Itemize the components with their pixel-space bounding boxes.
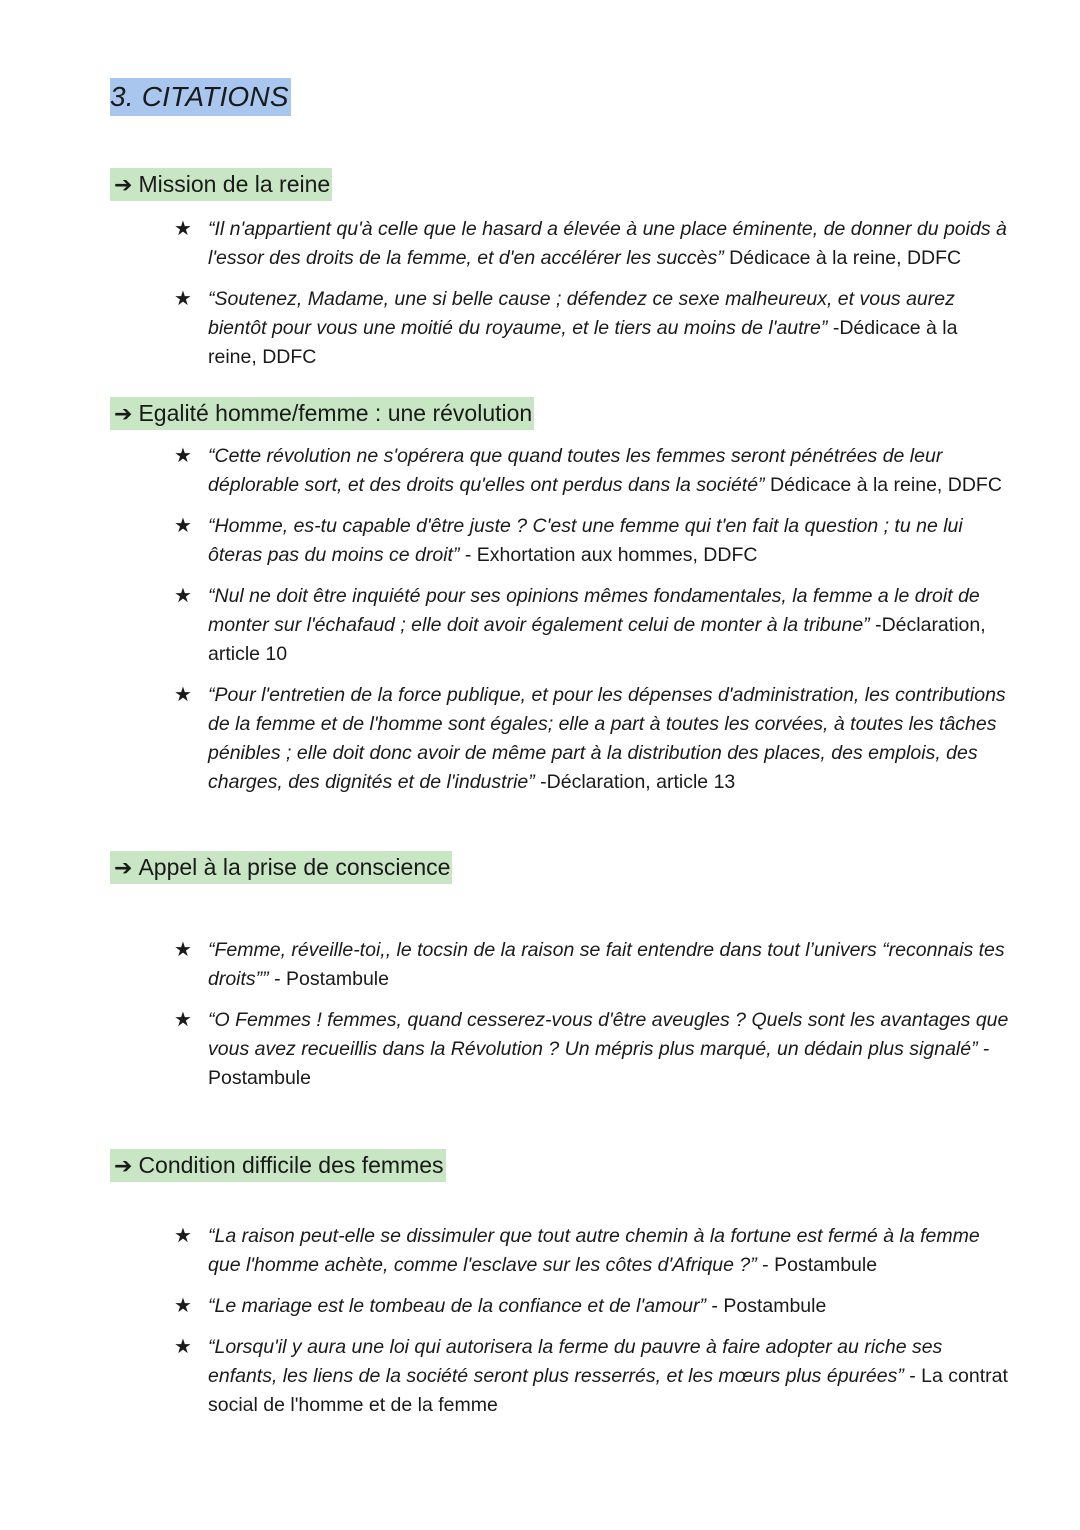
section-heading-label: Condition difficile des femmes (138, 1152, 444, 1178)
section-heading (110, 1149, 446, 1182)
quote-list (110, 215, 1010, 372)
star-icon: ★ (174, 1295, 192, 1317)
section-egalite (110, 397, 1010, 797)
quote-list (110, 1222, 1010, 1420)
star-icon: ★ (174, 939, 192, 961)
quote-item (110, 582, 1010, 669)
quote-text: “Lorsqu'il y aura une loi qui autorisera la ferme du pauvre à faire adopter au riche ses enfants, les liens de la société seront plus resserrés, et les mœurs plus épurées” (208, 1336, 943, 1387)
section-heading (110, 168, 332, 201)
quote-source: - Postambule (208, 1038, 990, 1089)
star-icon: ★ (174, 684, 192, 706)
arrow-icon: ➔ (114, 1153, 133, 1178)
star-icon: ★ (174, 585, 192, 607)
section-heading-label: Egalité homme/femme : une révolution (138, 400, 533, 426)
section-heading (110, 851, 452, 884)
section-heading (110, 397, 534, 430)
star-icon: ★ (174, 445, 192, 467)
quote-source: - Postambule (756, 1254, 878, 1276)
star-icon: ★ (174, 1225, 192, 1247)
quote-text: “Nul ne doit être inquiété pour ses opinions mêmes fondamentales, la femme a le droit de monter sur l'échafaud ; elle doit avoir également celui de monter à la tribune” (208, 585, 980, 636)
star-icon: ★ (174, 515, 192, 537)
quote-source: -Déclaration, article 13 (534, 771, 736, 793)
page-title: 3. CITATIONS (110, 78, 291, 116)
quote-item (110, 1006, 1010, 1093)
quote-source: - Postambule (268, 968, 389, 990)
quote-item (110, 1222, 1010, 1280)
quote-text: “La raison peut-elle se dissimuler que tout autre chemin à la fortune est fermé à la femme que l'homme achète, comme l'esclave sur les côtes d'Afrique ?” (208, 1225, 980, 1276)
quote-item (110, 681, 1010, 797)
quote-item (110, 215, 1010, 273)
quote-source: -Dédicace à la reine, DDFC (208, 317, 958, 368)
quote-text: “Femme, réveille-toi,, le tocsin de la raison se fait entendre dans tout l’univers “reconnais tes droits”” (208, 939, 1005, 990)
star-icon: ★ (174, 1009, 192, 1031)
star-icon: ★ (174, 218, 192, 240)
section-condition-femmes (110, 1149, 1010, 1420)
star-icon: ★ (174, 1336, 192, 1358)
quote-list (110, 936, 1010, 1093)
section-heading-label: Mission de la reine (138, 171, 331, 197)
quote-text: “O Femmes ! femmes, quand cesserez-vous d'être aveugles ? Quels sont les avantages que vous avez recueillis dans la Révolution ? Un mépris plus marqué, un dédain plus signalé” (208, 1009, 1009, 1060)
quote-source: - Postambule (706, 1295, 827, 1317)
quote-source: - La contrat social de l'homme et de la femme (208, 1365, 1008, 1416)
quote-text: “Pour l'entretien de la force publique, et pour les dépenses d'administration, les contributions de la femme et de l'homme sont égales; elle a part à toutes les corvées, à toutes les tâches pénibles ; elle doit donc avoir de même part à la distribution des places, des emplois, des charges, des dignités et de l'industrie” (208, 684, 1006, 793)
quote-item (110, 512, 1010, 570)
quote-text: “Le mariage est le tombeau de la confiance et de l'amour” (208, 1295, 707, 1317)
quote-source: - Exhortation aux hommes, DDFC (459, 544, 758, 566)
star-icon: ★ (174, 288, 192, 310)
quote-source: Dédicace à la reine, DDFC (764, 474, 1002, 496)
quote-item (110, 442, 1010, 500)
arrow-icon: ➔ (114, 172, 133, 197)
quote-item (110, 936, 1010, 994)
section-prise-conscience (110, 851, 1010, 1093)
section-heading-label: Appel à la prise de conscience (138, 854, 451, 880)
quote-list (110, 442, 1010, 797)
quote-item (110, 1292, 1010, 1321)
quote-text: “Homme, es-tu capable d'être juste ? C'est une femme qui t'en fait la question ; tu ne lui ôteras pas du moins ce droit” (208, 515, 963, 566)
section-mission-reine (110, 168, 1010, 372)
quote-text: “Cette révolution ne s'opérera que quand toutes les femmes seront pénétrées de leur déplorable sort, et des droits qu'elles ont perdus dans la société” (208, 445, 943, 496)
arrow-icon: ➔ (114, 855, 133, 880)
quote-source: -Déclaration, article 10 (208, 614, 986, 665)
quote-text: “Soutenez, Madame, une si belle cause ; défendez ce sexe malheureux, et vous aurez bientôt pour vous une moitié du royaume, et le tiers au moins de l'autre” (208, 288, 955, 339)
quote-item (110, 285, 1010, 372)
quote-source: Dédicace à la reine, DDFC (723, 247, 962, 269)
quote-item (110, 1333, 1010, 1420)
arrow-icon: ➔ (114, 401, 133, 426)
quote-text: “Il n'appartient qu'à celle que le hasard a élevée à une place éminente, de donner du poids à l'essor des droits de la femme, et d'en accélérer les succès” (208, 218, 1007, 269)
